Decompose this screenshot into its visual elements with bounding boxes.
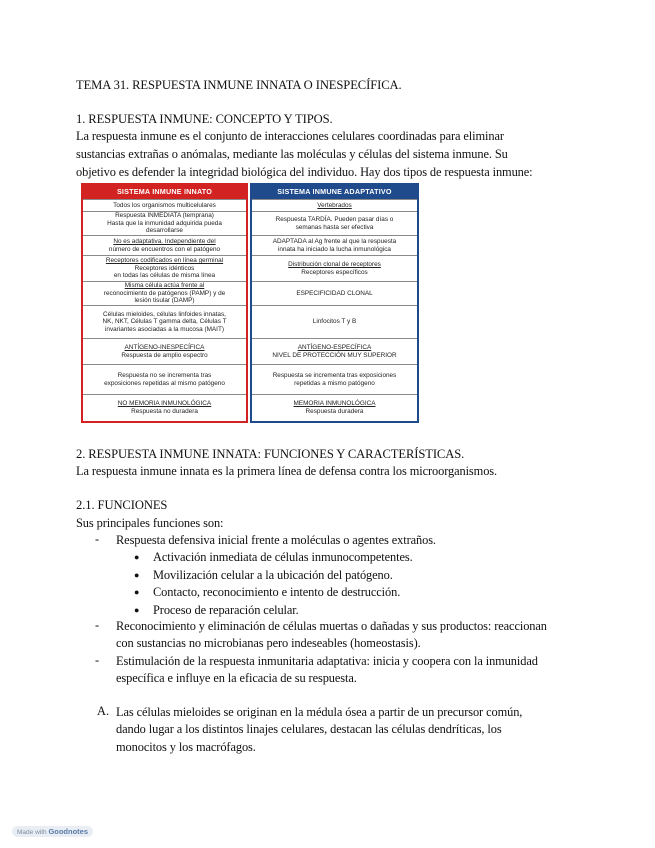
table-cell-text: NK, NKT, Células T gamma delta, Células T <box>102 318 227 326</box>
table-cell-text: semanas hasta ser efectiva <box>295 223 374 231</box>
sub-list-item: Activación inmediata de células inmunocompetentes. <box>153 550 413 564</box>
sub-list-item: Contacto, reconocimiento e intento de destrucción. <box>153 585 401 599</box>
left-table-cell <box>83 199 246 211</box>
table-cell-text: ANTÍGENO-INESPECÍFICA <box>124 343 205 351</box>
dash-bullet: - <box>95 532 100 546</box>
document-title: TEMA 31. RESPUESTA INMUNE INNATA O INESPECÍFICA. <box>76 78 402 92</box>
table-cell-text: No es adaptativa. Independiente del <box>113 237 216 245</box>
sub-list-item: Proceso de reparación celular. <box>153 603 299 617</box>
badge-prefix: Made with <box>17 829 47 836</box>
paragraph-line: La respuesta inmune innata es la primera línea de defensa contra los microorganismos. <box>76 464 498 478</box>
paragraph-line: sustancias extrañas o anómalas, mediante las moléculas y células del sistema inmune. Su <box>76 147 508 161</box>
dash-bullet: - <box>95 653 100 667</box>
table-cell-text: exposiciones repetidas al mismo patógeno <box>104 379 225 387</box>
table-cell-text: invariantes asociadas a la mucosa (MAIT) <box>105 325 224 333</box>
list-item: Estimulación de la respuesta inmunitaria adaptativa: inicia y coopera con la inmunidad <box>116 654 538 668</box>
made-with-goodnotes-badge[interactable] <box>12 826 93 837</box>
table-cell-text: Respuesta se incrementa tras exposiciones <box>272 371 397 379</box>
list-item: específica e influye en la eficacia de su respuesta. <box>116 671 357 685</box>
right-table-cell <box>252 235 417 255</box>
list-item: Respuesta defensiva inicial frente a moléculas o agentes extraños. <box>116 533 436 547</box>
table-cell-text: Receptores específicos <box>301 268 368 276</box>
table-cell-text: repetidas a mismo patógeno <box>294 379 375 387</box>
table-cell-text: Linfocitos T y B <box>312 318 357 326</box>
right-table-cell <box>252 338 417 364</box>
section-2-heading: 2. RESPUESTA INMUNE INNATA: FUNCIONES Y CARACTERÍSTICAS. <box>76 447 465 461</box>
right-table-cell <box>252 281 417 305</box>
left-table-cell <box>83 338 246 364</box>
sub-list-item: Movilización celular a la ubicación del patógeno. <box>153 568 393 582</box>
paragraph-line: objetivo es defender la integridad biológica del individuo. Hay dos tipos de respuesta inmune: <box>76 165 533 179</box>
table-cell-text: Respuesta no se incrementa tras <box>117 371 212 379</box>
left-table-cell <box>83 364 246 394</box>
list-item: monocitos y los macrófagos. <box>116 740 256 754</box>
right-table-cell <box>252 255 417 281</box>
table-cell-text: Hasta que la inmunidad adquirida pueda <box>107 219 222 227</box>
table-cell-text: ESPECIFICIDAD CLONAL <box>296 289 373 297</box>
paragraph-line: Sus principales funciones son: <box>76 516 224 530</box>
left-table-cell <box>83 255 246 281</box>
table-cell-text: Respuesta TARDÍA. Pueden pasar días o <box>275 215 394 223</box>
table-cell-text: número de encuentros con el patógeno <box>108 245 221 253</box>
table-cell-text: innata ha iniciado la lucha inmunológica <box>278 245 391 253</box>
adaptive-header: SISTEMA INMUNE ADAPTATIVO <box>252 185 417 199</box>
innate-header: SISTEMA INMUNE INNATO <box>83 185 246 199</box>
table-cell-text: NO MEMORIA INMUNOLÓGICA <box>117 400 212 408</box>
table-cell-text: Distribución clonal de receptores <box>288 260 381 268</box>
immune-comparison-table <box>81 183 419 423</box>
dash-bullet: - <box>95 618 100 632</box>
table-cell-text: lesión tisular (DAMP) <box>134 297 195 305</box>
table-cell-text: Respuesta no duradera <box>131 408 198 415</box>
table-cell-text: desarrollarse <box>146 227 183 235</box>
section-1-heading: 1. RESPUESTA INMUNE: CONCEPTO Y TIPOS. <box>76 112 333 126</box>
right-table-cell <box>252 394 417 421</box>
list-item: dando lugar a los distintos linajes celulares, destacan las células dendríticas, los <box>116 722 502 736</box>
left-table-cell <box>83 394 246 421</box>
left-table-cell <box>83 281 246 305</box>
left-table-cell <box>83 235 246 255</box>
right-table-cell <box>252 211 417 235</box>
table-cell-text: Misma célula actúa frente al <box>124 282 205 290</box>
paragraph-line: La respuesta inmune es el conjunto de interacciones celulares coordinadas para eliminar <box>76 129 504 143</box>
dot-bullet: ● <box>134 587 140 597</box>
table-cell-text: ANTÍGENO-ESPECÍFICA <box>297 343 372 351</box>
dot-bullet: ● <box>134 570 140 580</box>
table-cell-text: ADAPTADA al Ag frente al que la respuesta <box>272 237 397 245</box>
table-cell-text: Respuesta INMEDIATA (temprana) <box>115 212 214 220</box>
table-cell-text: MEMORIA INMUNOLÓGICA <box>293 400 376 408</box>
list-item: Reconocimiento y eliminación de células muertas o dañadas y sus productos: reaccionan <box>116 619 547 633</box>
dot-bullet: ● <box>134 605 140 615</box>
table-cell-text: en todas las células de misma línea <box>113 272 216 280</box>
left-table-cell <box>83 305 246 338</box>
right-table-cell <box>252 364 417 394</box>
badge-brand: Goodnotes <box>48 827 89 836</box>
table-cell-text: Respuesta de amplio espectro <box>121 351 208 359</box>
list-item: Las células mieloides se originan en la médula ósea a partir de un precursor común, <box>116 705 523 719</box>
right-table-cell <box>252 305 417 338</box>
table-cell-text: Todos los organismos multicelulares <box>113 201 216 209</box>
table-cell-text: Respuesta duradera <box>305 408 364 415</box>
dot-bullet: ● <box>134 552 140 562</box>
innate-column <box>81 183 248 423</box>
table-cell-text: Células mieloides, células linfoides innatas, <box>103 310 226 318</box>
left-table-cell <box>83 211 246 235</box>
table-cell-text: NIVEL DE PROTECCIÓN MUY SUPERIOR <box>272 351 397 359</box>
list-item: con sustancias no microbianas pero indeseables (homeostasis). <box>116 636 421 650</box>
adaptive-column <box>250 183 419 423</box>
alpha-marker: A. <box>97 704 110 718</box>
table-cell-text: Receptores codificados en línea germinal <box>105 257 224 265</box>
right-table-cell <box>252 199 417 211</box>
table-cell-text: Receptores idénticos <box>134 264 195 272</box>
section-2-1-heading: 2.1. FUNCIONES <box>76 498 168 512</box>
table-cell-text: Vertebrados <box>317 201 352 209</box>
table-cell-text: reconocimiento de patógenos (PAMP) y de <box>103 289 226 297</box>
